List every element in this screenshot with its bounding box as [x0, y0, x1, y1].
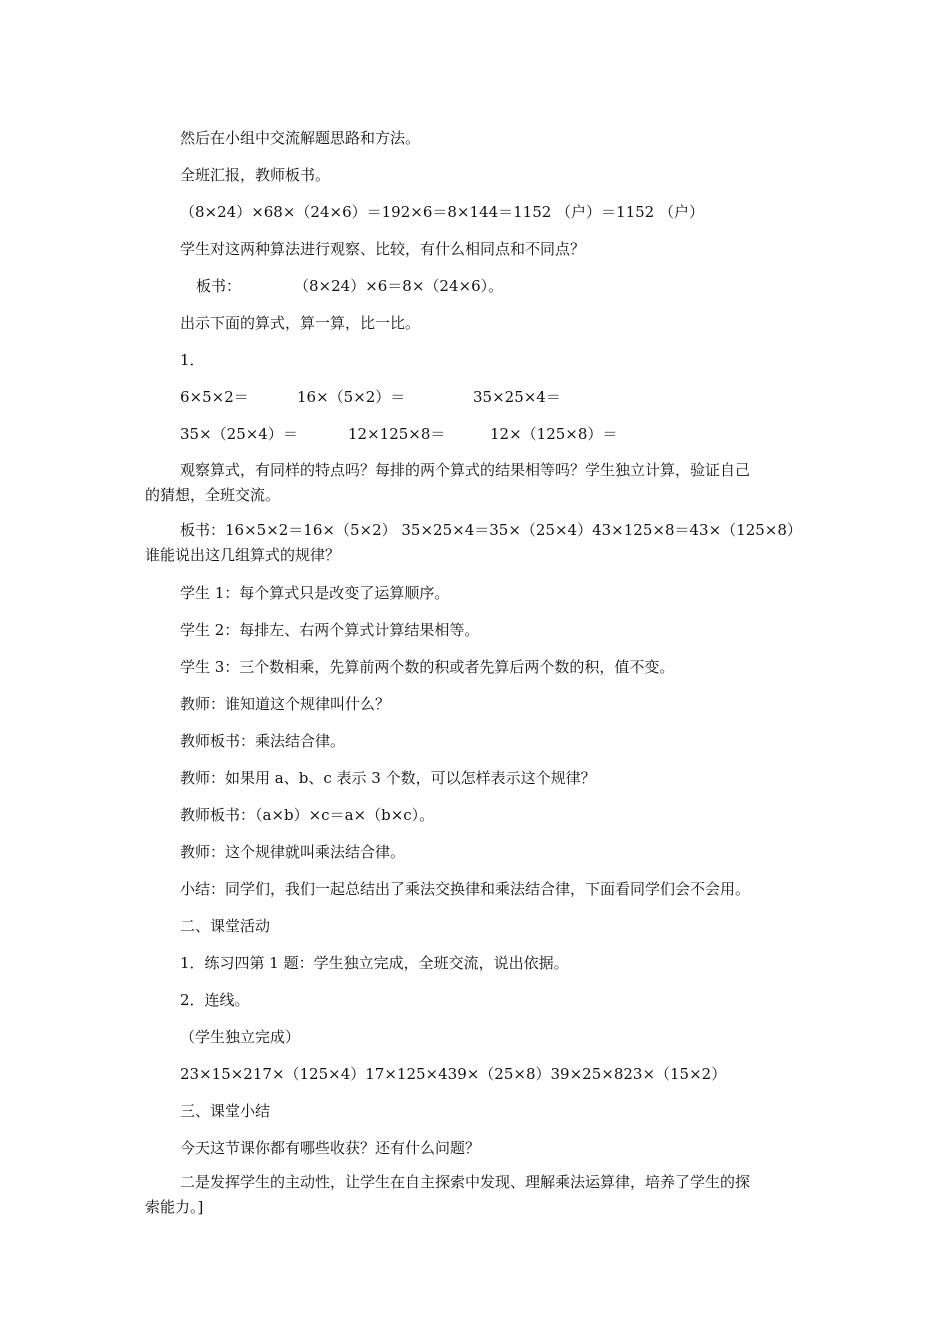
- paragraph-closing: [145, 1170, 805, 1220]
- summary-question: 今天这节课你都有哪些收获？还有什么问题？: [180, 1139, 481, 1157]
- activity-line: 2．连线。: [180, 991, 250, 1009]
- dialogue-line: 教师板书：乘法结合律。: [180, 732, 346, 750]
- text-line-instruction: 出示下面的算式，算一算，比一比。: [180, 314, 421, 332]
- activity-line: 1．练习四第 1 题：学生独立完成，全班交流，说出依据。: [180, 954, 569, 972]
- item-number: 1．: [180, 351, 205, 369]
- dialogue-line: 教师：谁知道这个规律叫什么？: [180, 695, 391, 713]
- matching-expressions: 23×15×217×（125×4）17×125×439×（25×8）39×25×823×（15×2）: [180, 1065, 727, 1083]
- text-line-intro: 然后在小组中交流解题思路和方法。: [180, 129, 421, 147]
- exercise-cell: 16×（5×2）＝: [297, 388, 406, 406]
- text-line-compare: 学生对这两种算法进行观察、比较，有什么相同点和不同点？: [180, 240, 586, 258]
- dialogue-line: 学生 2：每排左、右两个算式计算结果相等。: [180, 621, 480, 639]
- board-label: 板书：: [196, 277, 242, 295]
- dialogue-line: 学生 3：三个数相乘，先算前两个数的积或者先算后两个数的积，值不变。: [180, 658, 675, 676]
- dialogue-line: 教师板书：（a×b）×c＝a×（b×c）。: [180, 806, 435, 824]
- paragraph-observe: [145, 458, 805, 508]
- paragraph-text: 二是发挥学生的主动性，让学生在自主探索中发现、理解乘法运算律，培养了学生的探: [180, 1173, 751, 1191]
- board-formula: （8×24）×6＝8×（24×6）。: [294, 277, 504, 295]
- paragraph-text: 板书：16×5×2＝16×（5×2） 35×25×4＝35×（25×4）43×125×8＝43×（125×8）: [180, 521, 802, 539]
- exercise-cell: 6×5×2＝: [180, 388, 249, 406]
- exercise-cell: 35×25×4＝: [473, 388, 561, 406]
- section-heading: 二、课堂活动: [180, 917, 271, 935]
- dialogue-line: 学生 1：每个算式只是改变了运算顺序。: [180, 584, 450, 602]
- paragraph-text: 谁能说出这几组算式的规律？: [145, 546, 341, 564]
- exercise-cell: 35×（25×4）＝: [180, 425, 298, 443]
- paragraph-text: 索能力。]: [145, 1198, 204, 1216]
- dialogue-line: 教师：这个规律就叫乘法结合律。: [180, 843, 406, 861]
- text-line-report: 全班汇报，教师板书。: [180, 166, 331, 184]
- exercise-cell: 12×125×8＝: [348, 425, 446, 443]
- section-heading: 三、课堂小结: [180, 1102, 271, 1120]
- dialogue-line: 教师：如果用 a、b、c 表示 3 个数，可以怎样表示这个规律？: [180, 769, 596, 787]
- equation-line: （8×24）×68×（24×6）＝192×6＝8×144＝1152 （户）＝1152 （户）: [180, 203, 704, 221]
- summary-line: 小结：同学们，我们一起总结出了乘法交换律和乘法结合律，下面看同学们会不会用。: [180, 880, 751, 898]
- activity-note: （学生独立完成）: [180, 1028, 301, 1046]
- paragraph-text: 的猜想，全班交流。: [145, 486, 281, 504]
- exercise-cell: 12×（125×8）＝: [490, 425, 618, 443]
- paragraph-board: [145, 518, 805, 568]
- paragraph-text: 观察算式，有同样的特点吗？每排的两个算式的结果相等吗？学生独立计算，验证自己: [180, 461, 751, 479]
